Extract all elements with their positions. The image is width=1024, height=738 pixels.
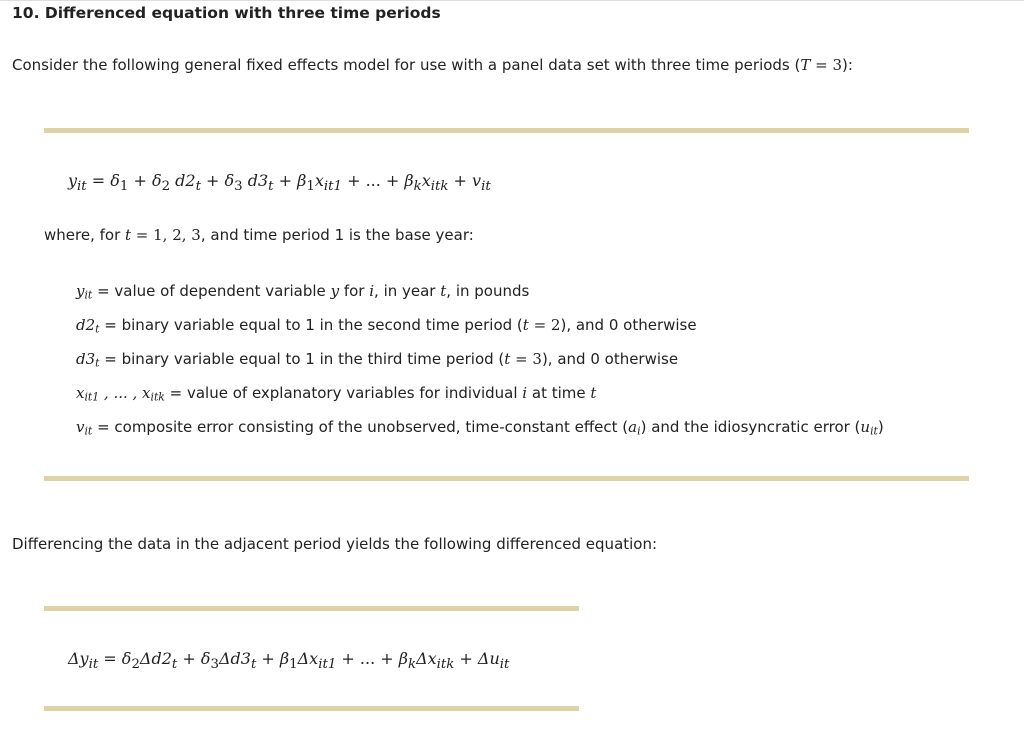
definition-text-vit: = composite error consisting of the unobserved, time-constant effect $(a_i)$ and the idiosyncratic error $(u_{it})$ <box>97 418 884 438</box>
definition-symbol-d2t: $d2_t$ <box>76 316 100 336</box>
definition-row <box>76 384 596 402</box>
definition-text-d3t: = binary variable equal to 1 in the third time period (t = 3), and 0 otherwise <box>104 350 679 368</box>
where-suffix: , and time period 1 is the base year: <box>200 226 474 244</box>
model-equation <box>68 171 491 194</box>
equation-bottom-rule <box>44 476 969 481</box>
definition-row <box>76 418 884 436</box>
equation-top-rule <box>44 128 969 133</box>
differenced-equation <box>68 649 509 672</box>
differencing-paragraph: Differencing the data in the adjacent period yields the following differenced equation: <box>12 535 658 553</box>
definition-text-d2t: = binary variable equal to 1 in the second time period (t = 2), and 0 otherwise <box>104 316 697 334</box>
definition-text-yit: = value of dependent variable y for i, in year t, in pounds <box>97 282 530 300</box>
differenced-equation-content: $\Delta y_{it} = \delta_2\Delta d2_t + \delta_3\Delta d3_t + \beta_1\Delta x_{it1}$ + ... + $\beta_k\Delta x_{itk} + \Delta u_{it}$ <box>68 649 510 673</box>
definition-symbol-d3t: $d3_t$ <box>76 350 100 370</box>
differenced-top-rule <box>44 606 579 611</box>
definition-symbol-x: $x_{it1}$ , ... , $x_{itk}$ <box>76 384 165 404</box>
definition-symbol-vit: $v_{it}$ <box>76 418 93 438</box>
intro-paragraph <box>12 56 853 74</box>
where-line <box>44 226 474 244</box>
differenced-bottom-rule <box>44 706 579 711</box>
where-math: t = 1, 2, 3 <box>125 226 201 244</box>
question-title: 10. Differenced equation with three time periods <box>12 4 441 22</box>
intro-math: T = 3 <box>800 56 843 74</box>
model-equation-content: $y_{it} = \delta_1 + \delta_2$ $d2_t + \delta_3$ $d3_t + \beta_1x_{it1}$ + ... + $\beta_kx_{itk} + v_{it}$ <box>68 171 491 195</box>
definition-row <box>76 282 529 300</box>
intro-suffix: ): <box>842 56 853 74</box>
top-divider <box>0 0 1024 1</box>
definition-text-x: = value of explanatory variables for individual i at time t <box>169 384 597 402</box>
definition-symbol-yit: $y_{it}$ <box>76 282 93 302</box>
definition-row <box>76 316 697 334</box>
where-prefix: where, for <box>44 226 125 244</box>
definition-row <box>76 350 678 368</box>
intro-text: Consider the following general fixed effects model for use with a panel data set with three time periods ( <box>12 56 801 74</box>
